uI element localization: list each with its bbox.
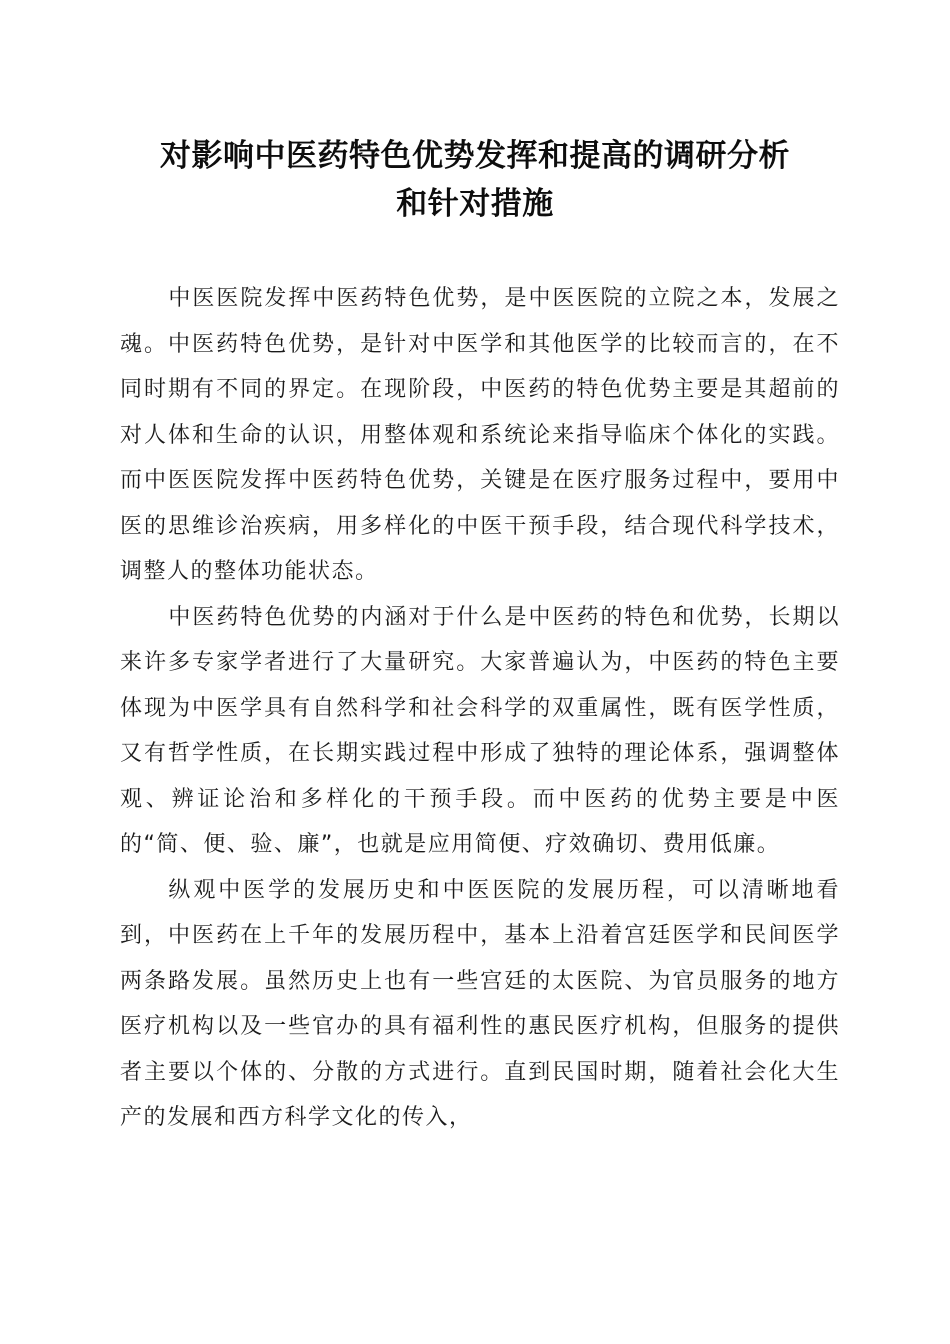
title-line-1: 对影响中医药特色优势发挥和提高的调研分析 — [160, 138, 790, 174]
paragraph-1: 中医医院发挥中医药特色优势，是中医医院的立院之本，发展之魂。中医药特色优势，是针对中医学和其他医学的比较而言的，在不同时期有不同的界定。在现阶段，中医药的特色优势主要是其超前的对人体和生命的认识，用整体观和系统论来指导临床个体化的实践。而中医医院发挥中医药特色优势，关键是在医疗服务过程中，要用中医的思维诊治疾病，用多样化的中医干预手段，结合现代科学技术，调整人的整体功能状态。 — [120, 286, 840, 584]
document-body — [120, 276, 840, 1141]
title-line-2: 和针对措施 — [396, 186, 554, 222]
paragraph-3: 纵观中医学的发展历史和中医医院的发展历程，可以清晰地看到，中医药在上千年的发展历程中，基本上沿着宫廷医学和民间医学两条路发展。虽然历史上也有一些宫廷的太医院、为官员服务的地方医疗机构以及一些官办的具有福利性的惠民医疗机构，但服务的提供者主要以个体的、分散的方式进行。直到民国时期，随着社会化大生产的发展和西方科学文化的传入， — [120, 877, 840, 1130]
paragraph-2: 中医药特色优势的内涵对于什么是中医药的特色和优势，长期以来许多专家学者进行了大量研究。大家普遍认为，中医药的特色主要体现为中医学具有自然科学和社会科学的双重属性，既有医学性质，又有哲学性质，在长期实践过程中形成了独特的理论体系，强调整体观、辨证论治和多样化的干预手段。而中医药的优势主要是中医的“简、便、验、廉”，也就是应用简便、疗效确切、费用低廉。 — [120, 604, 840, 857]
document-title — [60, 132, 890, 228]
